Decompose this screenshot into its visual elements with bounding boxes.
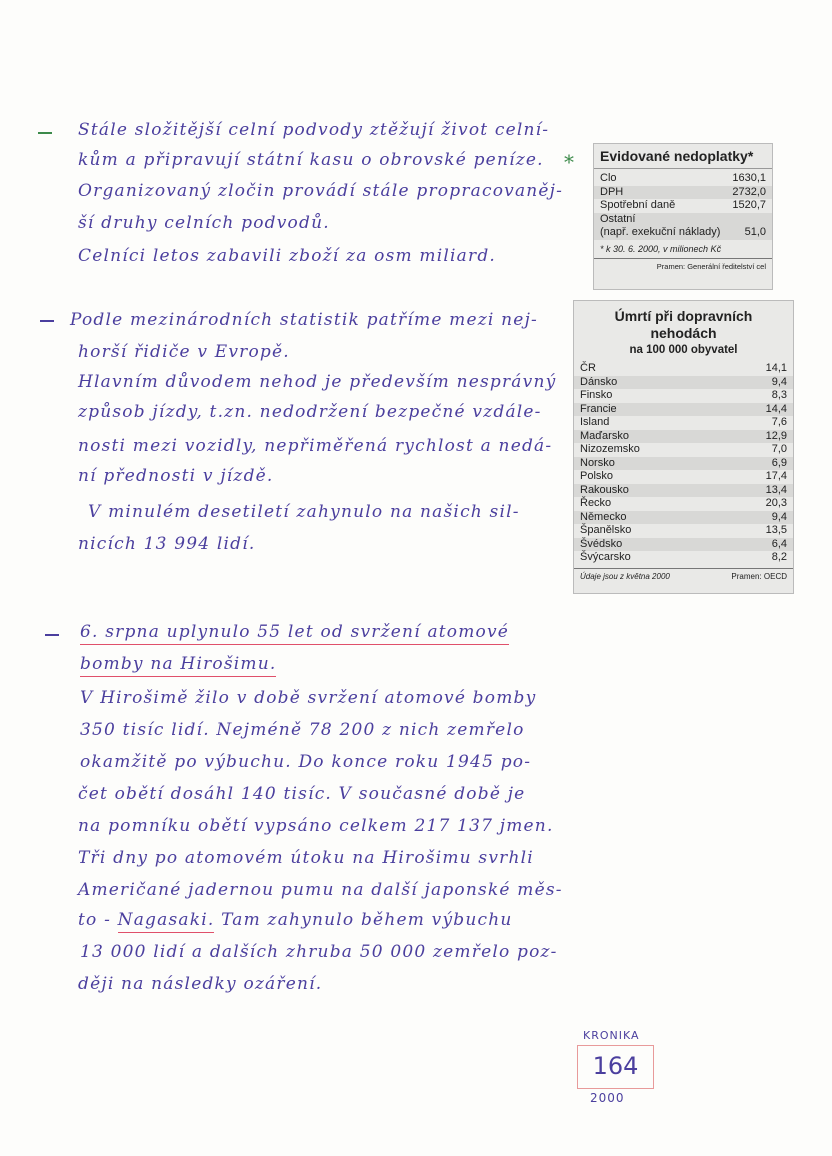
- row-value: 1520,7: [732, 199, 766, 211]
- section3-line: ději na následky ozáření.: [78, 974, 323, 994]
- table-row: [574, 497, 793, 511]
- table-row: [574, 362, 793, 376]
- row-value: 1630,1: [732, 172, 766, 184]
- table-row: [594, 226, 772, 240]
- clipping-footer: [574, 568, 793, 584]
- asterisk-marker: *: [564, 150, 576, 174]
- row-label: Polsko: [580, 470, 614, 482]
- table-row: [574, 443, 793, 457]
- clipping-arrears-table: [593, 143, 773, 290]
- row-label: Francie: [580, 402, 617, 415]
- clipping-source: Pramen: Generální ředitelství cel: [656, 261, 766, 271]
- row-value: 8,2: [771, 551, 787, 563]
- table-row: [574, 389, 793, 403]
- clipping-title: Evidované nedoplatky*: [594, 144, 772, 169]
- section3-title-line: [80, 622, 509, 642]
- section3-line: Tři dny po atomovém útoku na Hirošimu svrhli: [78, 848, 534, 868]
- row-label: Dánsko: [580, 375, 618, 388]
- section1-line: ší druhy celních podvodů.: [78, 213, 330, 233]
- row-label: Norsko: [580, 456, 615, 469]
- row-value: 2732,0: [732, 185, 766, 198]
- green-dash-marker: [38, 132, 52, 134]
- page-number: 164: [592, 1052, 639, 1080]
- section3-line: 350 tisíc lidí. Nejméně 78 200 z nich zemřelo: [80, 720, 525, 740]
- row-value: 13,4: [765, 483, 787, 496]
- row-label: Maďarsko: [580, 429, 629, 442]
- section3-title-line: [80, 654, 276, 674]
- table-row: [574, 551, 793, 565]
- clipping-note: * k 30. 6. 2000, v milionech Kč: [594, 240, 772, 259]
- row-value: 6,4: [771, 537, 787, 550]
- row-label: Ostatní: [600, 212, 636, 225]
- table-row: [594, 213, 772, 227]
- section2-line: Hlavním důvodem nehod je především nesprávný: [78, 372, 557, 392]
- section3-title: bomby na Hirošimu.: [80, 654, 276, 677]
- section3-line: čet obětí dosáhl 140 tisíc. V současné době je: [78, 784, 526, 804]
- section2-line: nicích 13 994 lidí.: [78, 534, 256, 554]
- row-value: 6,9: [771, 456, 787, 469]
- row-label: Německo: [580, 510, 627, 523]
- dash-marker: [45, 634, 59, 636]
- row-value: 12,9: [765, 429, 787, 442]
- row-label: Clo: [600, 172, 617, 184]
- row-value: 14,1: [765, 362, 787, 374]
- table-body: [574, 362, 793, 565]
- section3-line: na pomníku obětí vypsáno celkem 217 137 jmen.: [78, 816, 554, 836]
- table-row: [574, 538, 793, 552]
- section3-line: Američané jadernou pumu na další japonské měs-: [78, 880, 563, 900]
- table-row: [594, 186, 772, 200]
- page-number-box: [577, 1045, 654, 1089]
- clipping-source: Pramen: OECD: [731, 571, 787, 581]
- row-value: 14,4: [765, 402, 787, 415]
- section1-line: Stále složitější celní podvody ztěžují život celní-: [78, 120, 550, 140]
- row-value: 51,0: [744, 226, 766, 238]
- row-label: DPH: [600, 185, 624, 198]
- section3-line: 13 000 lidí a dalších zhruba 50 000 zemřelo poz-: [80, 942, 558, 962]
- year-label: 2000: [590, 1091, 625, 1105]
- section1-line: kům a připravují státní kasu o obrovské peníze.: [78, 150, 544, 170]
- clipping-title: Úmrtí při dopravních nehodách: [614, 308, 753, 341]
- row-value: 17,4: [765, 470, 787, 482]
- section2-line: Podle mezinárodních statistik patříme mezi nej-: [70, 310, 538, 330]
- text: Tam zahynulo během výbuchu: [221, 910, 513, 930]
- section2-line: nosti mezi vozidly, nepřiměřená rychlost a nedá-: [78, 436, 553, 456]
- clipping-traffic-deaths-table: [573, 300, 794, 594]
- row-label: Švédsko: [580, 537, 623, 550]
- row-value: 9,4: [771, 510, 787, 523]
- row-value: 8,3: [771, 389, 787, 401]
- row-label: Finsko: [580, 389, 613, 401]
- section1-line: Celníci letos zabavili zboží za osm miliard.: [78, 246, 497, 266]
- section3-title: 6. srpna uplynulo 55 let od svržení atomové: [80, 622, 509, 645]
- row-label: Nizozemsko: [580, 443, 640, 455]
- row-label: Island: [580, 416, 610, 428]
- row-label: (např. exekuční náklady): [600, 226, 721, 238]
- section3-line: V Hirošimě žilo v době svržení atomové bomby: [80, 688, 537, 708]
- row-value: 7,0: [771, 443, 787, 455]
- row-value: 20,3: [765, 497, 787, 509]
- row-label: Švýcarsko: [580, 551, 631, 563]
- table-row: [594, 199, 772, 213]
- table-row: [574, 511, 793, 525]
- section3-line: [78, 910, 513, 930]
- dash-marker: [40, 320, 54, 322]
- table-row: [574, 524, 793, 538]
- text: to -: [78, 910, 112, 930]
- row-label: ČR: [580, 362, 596, 374]
- row-value: 13,5: [765, 524, 787, 536]
- section2-line: způsob jízdy, t.zn. nedodržení bezpečné vzdále-: [78, 402, 542, 422]
- table-row: [574, 403, 793, 417]
- section2-line: horší řidiče v Evropě.: [78, 342, 290, 362]
- section1-line: Organizovaný zločin provádí stále propracovaněj-: [78, 181, 564, 201]
- row-value: 9,4: [771, 375, 787, 388]
- table-row: [594, 172, 772, 186]
- table-row: [574, 457, 793, 471]
- table-row: [574, 416, 793, 430]
- chronicle-label: KRONIKA: [583, 1029, 640, 1042]
- table-row: [574, 430, 793, 444]
- section2-line: ní přednosti v jízdě.: [78, 466, 274, 486]
- row-label: Spotřební daně: [600, 199, 676, 211]
- table-row: [574, 376, 793, 390]
- clipping-note: Údaje jsou z května 2000: [580, 571, 670, 581]
- nagasaki-underlined: Nagasaki.: [118, 910, 215, 933]
- table-row: [574, 470, 793, 484]
- section2-line: V minulém desetiletí zahynulo na našich sil-: [88, 502, 520, 522]
- table-row: [574, 484, 793, 498]
- row-value: 7,6: [771, 416, 787, 428]
- row-label: Rakousko: [580, 483, 629, 496]
- section3-line: okamžitě po výbuchu. Do konce roku 1945 po-: [80, 752, 532, 772]
- clipping-subtitle: na 100 000 obyvatel: [629, 344, 738, 356]
- row-label: Řecko: [580, 497, 612, 509]
- row-label: Španělsko: [580, 524, 632, 536]
